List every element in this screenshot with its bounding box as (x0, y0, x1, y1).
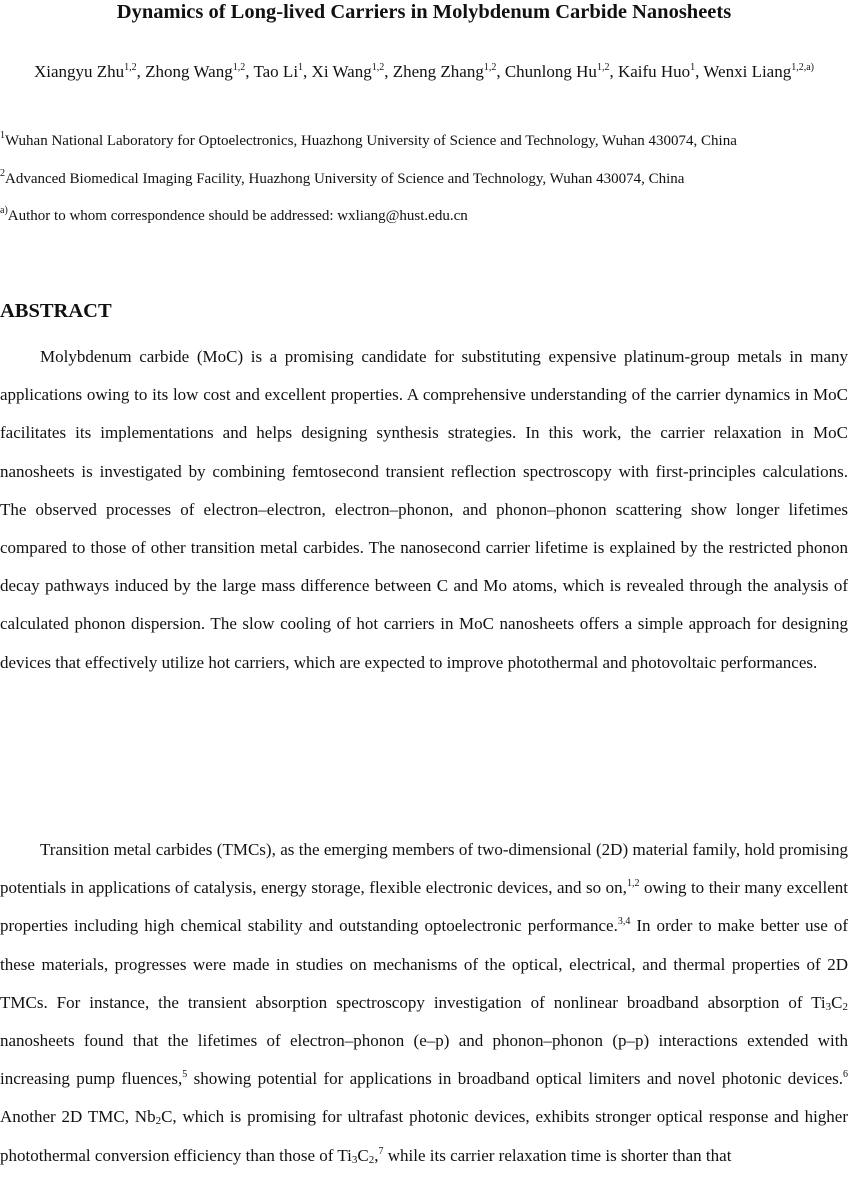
introduction-paragraph: Transition metal carbides (TMCs), as the emerging members of two-dimensional (2D) material family, hold promising potentials in applications of catalysis, energy storage, flexible electronic devices, and so on,$^{1,2}$ owing to their many excellent properties including high chemical stability and outstanding optoelectronic performance.$^{3,4}$ In order to make better use of these materials, progresses were made in studies on mechanisms of the optical, electrical, and thermal properties of 2D TMCs. For instance, the transient absorption spectroscopy investigation of nonlinear broadband absorption of $Ti_3C_2$ nanosheets found that the lifetimes of electron–phonon (e–p) and phonon–phonon (p–p) interactions extended with increasing pump fluences,$^5$ showing potential for applications in broadband optical limiters and novel photonic devices.$^6$ Another 2D TMC, $Nb_2C$, which is promising for ultrafast photonic devices, exhibits stronger optical response and higher photothermal conversion efficiency than those of $Ti_3C_2,^7$ while its carrier relaxation time is shorter than that (0, 840, 848, 1166)
affiliation-1: $^1$Wuhan National Laboratory for Optoelectronics, Huazhong University of Science and Technology, Wuhan 430074, China (0, 130, 737, 149)
abstract-paragraph: Molybdenum carbide (MoC) is a promising candidate for substituting expensive platinum-group metals in many applications owing to its low cost and excellent properties. A comprehensive understanding of the carrier dynamics in MoC facilitates its implementations and helps designing synthesis strategies. In this work, the carrier relaxation in MoC nanosheets is investigated by combining femtosecond transient reflection spectroscopy with first-principles calculations. The observed processes of electron–electron, electron–phonon, and phonon–phonon scattering show longer lifetimes compared to those of other transition metal carbides. The nanosecond carrier lifetime is explained by the restricted phonon decay pathways induced by the large mass difference between C and Mo atoms, which is revealed through the analysis of calculated phonon dispersion. The slow cooling of hot carriers in MoC nanosheets offers a simple approach for designing devices that effectively utilize hot carriers, which are expected to improve photothermal and photovoltaic performances. (0, 347, 848, 672)
author: Zhong Wang$^{1,2}$, (145, 62, 254, 81)
correspondence-note: $^{a)}$Author to whom correspondence should be addressed: wxliang@hust.edu.cn (0, 205, 468, 224)
citation: 7 (378, 1145, 384, 1157)
author: Xiangyu Zhu$^{1,2}$, (33, 62, 146, 81)
citation: 6 (843, 1069, 848, 1081)
author: Chunlong Hu$^{1,2}$, (504, 62, 618, 81)
citation: 1,2 (626, 878, 640, 890)
author: Wenxi Liang$^{1,2,a)}$ (703, 62, 815, 81)
author: Zheng Zhang$^{1,2}$, (392, 62, 505, 81)
author-list (0, 53, 848, 91)
citation: 3,4 (617, 916, 631, 928)
paper-title: Dynamics of Long-lived Carriers in Molybdenum Carbide Nanosheets (116, 1, 732, 23)
affiliation-2: $^2$Advanced Biomedical Imaging Facility, Huazhong University of Science and Technology, Wuhan 430074, China (0, 168, 685, 187)
author: Xi Wang$^{1,2}$, (311, 62, 393, 81)
author: Tao Li$^1$, (253, 62, 312, 81)
abstract-heading: ABSTRACT (0, 300, 112, 322)
citation: 5 (182, 1069, 188, 1081)
author: Kaifu Huo$^1$, (617, 62, 704, 81)
